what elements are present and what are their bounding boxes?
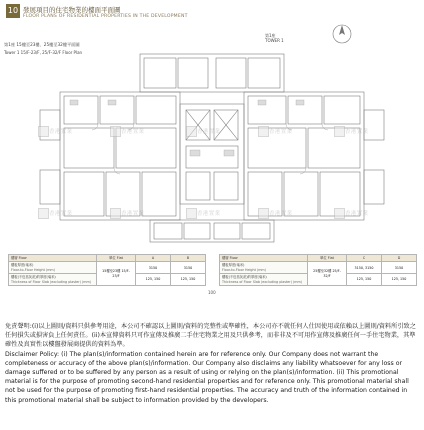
table-header-unit: D [382, 255, 417, 262]
floor-plan [0, 30, 424, 250]
table-header-floor: 樓層 Floor [220, 255, 308, 262]
disclaimer-zh: 免責聲明:(i)以上圖則/資料只供參考用途，本公司不確認以上圖則/資料的完整性或準確性，本公司亦不就任何人仕因使用或依賴以上圖則/資料所引致之任何損失或損害負上任何責任。(ii)本宣傳資料只可作宣傳及推廣二手住宅物業之用及只供參考，而非非及不可用作宣傳及推廣任何一手住宅物業，其準確性及真實性以樓盤發展商提供的資料為準。 [5, 323, 416, 349]
key-plan [265, 33, 305, 59]
table-cell-value: 125, 150 [347, 274, 382, 286]
table-cell-floor: 15樓至23樓 15/F-23/F [97, 262, 136, 286]
table-cell-value: 3150 [171, 262, 206, 274]
table-header-unit: B [171, 255, 206, 262]
watermark-logo-icon [186, 208, 197, 219]
page-number-badge: 10 [6, 4, 20, 18]
table-header-flat: 單位 Flat [97, 255, 136, 262]
disclaimer-en-label: Disclaimer Policy: [5, 350, 60, 358]
table-cell-value: 125, 150 [136, 274, 171, 286]
watermark-logo-icon [38, 208, 49, 219]
table-cell-floor: 25樓至32樓 25/F-32/F [308, 262, 347, 286]
page-footer-number: 100 [208, 290, 216, 295]
page-header [6, 4, 306, 26]
watermark: 香港置業 [186, 208, 220, 218]
table-header-unit: C [347, 255, 382, 262]
watermark: 香港置業 [334, 208, 368, 218]
watermark-logo-icon [334, 208, 345, 219]
watermark-logo-icon [110, 208, 121, 219]
watermark: 香港置業 [110, 126, 144, 136]
table-cell-value: 3150 [382, 262, 417, 274]
table-cell-value: 125, 150 [171, 274, 206, 286]
unit-caption-en: Tower 1 15/F-23/F, 25/F-32/F Floor Plan [4, 50, 83, 55]
watermark-logo-icon [258, 208, 269, 219]
table-header-flat: 單位 Flat [308, 255, 347, 262]
watermark: 香港置業 [186, 126, 220, 136]
watermark: 香港置業 [38, 208, 72, 218]
table-cell-value: 3150 [136, 262, 171, 274]
area-table-right [219, 254, 417, 286]
table-row-label: 樓板(不包括灰泥)的厚度(毫米) Thickness of Floor Slab (excluding plaster) (mm) [9, 274, 97, 286]
disclaimer-en [5, 350, 418, 405]
watermark: 香港置業 [110, 208, 144, 218]
watermark: 香港置業 [258, 126, 292, 136]
key-plan-label-en: TOWER 1 [265, 38, 284, 43]
table-row-label: 樓板厚度(毫米) Floor-to-Floor Height (mm) [9, 262, 97, 274]
north-arrow-icon [330, 22, 354, 46]
table-cell-value: 125, 150 [382, 274, 417, 286]
key-plan-label-zh: 第1座 [265, 33, 276, 38]
table-row-label: 樓板厚度(毫米) Floor-to-Floor Height (mm) [220, 262, 308, 274]
table-row-label: 樓板(不包括灰泥)的厚度(毫米) Thickness of Floor Slab (excluding plaster) (mm) [220, 274, 308, 286]
unit-caption-zh: 第1座 15樓至23樓、25樓至32樓平面圖 [4, 42, 80, 47]
header-title-en: FLOOR PLANS OF RESIDENTIAL PROPERTIES IN THE DEVELOPMENT [23, 14, 188, 19]
watermark: 香港置業 [258, 208, 292, 218]
watermark: 香港置業 [38, 126, 72, 136]
table-header-floor: 樓層 Floor [9, 255, 97, 262]
header-title-zh: 發展項目的住宅物業的樓面平面圖 [23, 6, 121, 14]
disclaimer-en-text: (i) The plan(s)/information contained herein are for reference only. Our Company does not warrant the completeness or accuracy of the above plan(s)/information. Our Company also disclaims any liability whatsoever for any loss or damage suffered or to be suffered by any person as a result of using or relying on the plan(s)/information. (ii) This promotional material is for the purpose of promoting second-hand residential properties and for reference only. This promotional material shall not be used for the purpose of promoting first-hand residential properties. The accuracy and truth of the information contained in this promotional material shall be subject to information provided by the developers. [5, 350, 409, 404]
unit-caption [4, 42, 154, 55]
disclaimer [5, 322, 418, 405]
watermark-logo-icon [258, 126, 269, 137]
watermark-logo-icon [334, 126, 345, 137]
area-table-left [8, 254, 206, 286]
watermark: 香港置業 [334, 126, 368, 136]
table-header-unit: A [136, 255, 171, 262]
table-cell-value: 3150, 3150 [347, 262, 382, 274]
watermark-logo-icon [186, 126, 197, 137]
watermark-logo-icon [110, 126, 121, 137]
watermark-logo-icon [38, 126, 49, 137]
